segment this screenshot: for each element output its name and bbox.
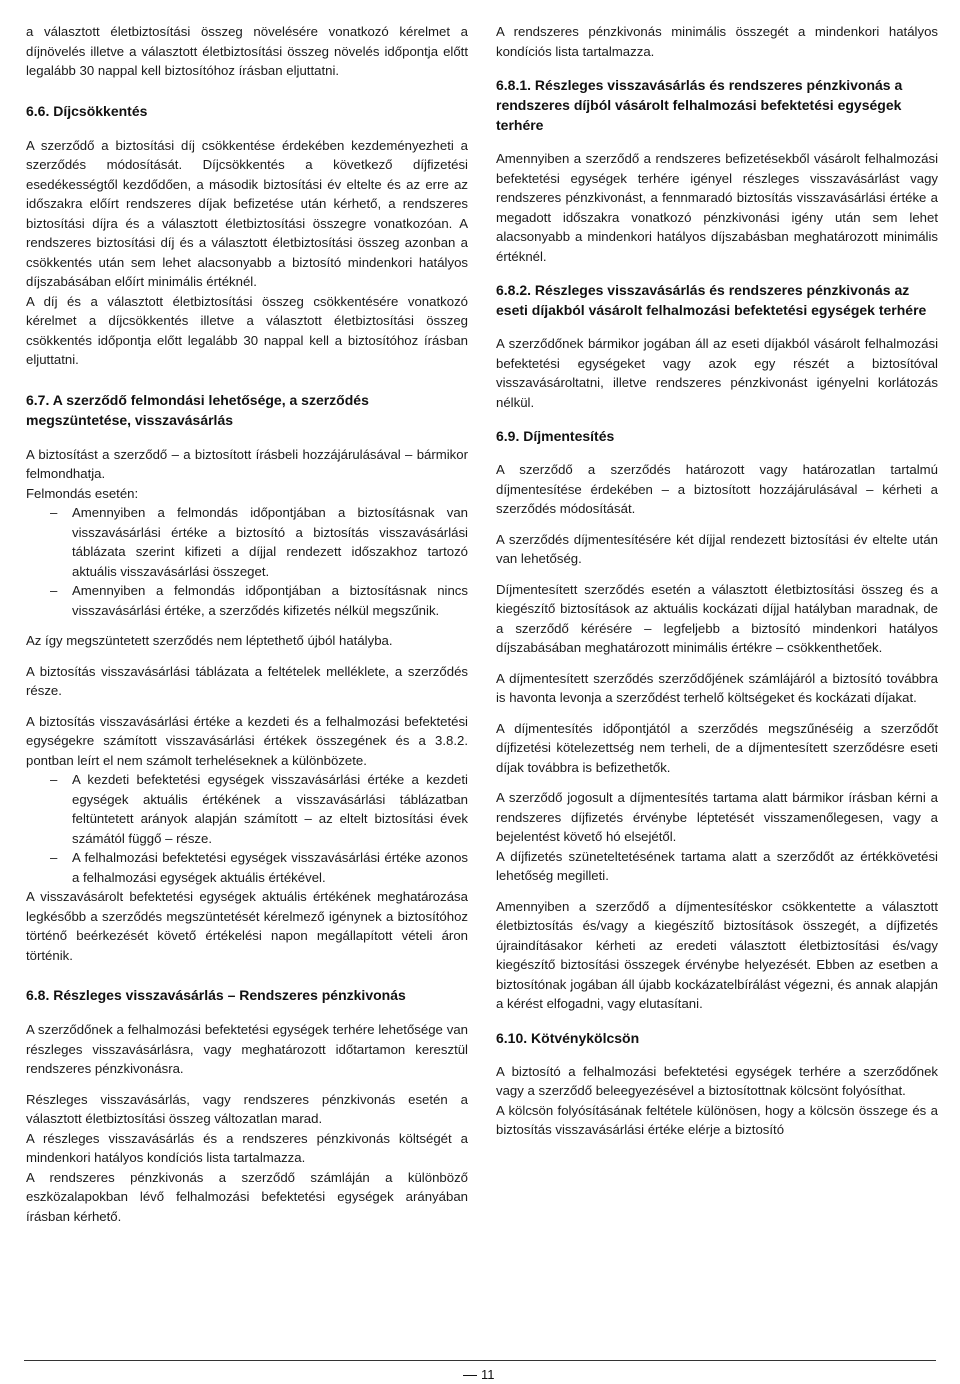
list-item-text: A felhalmozási befektetési egységek visszavásárlási értéke azonos a felhalmozási egységek aktuális értékével. xyxy=(72,850,468,885)
list-item xyxy=(26,848,468,887)
list-item xyxy=(26,770,468,848)
paragraph: A biztosítás visszavásárlási értéke a kezdeti és a felhalmozási befektetési egységekre számított visszavásárlási értékek összegének és a 3.8.2. pontban leírt el nem számolt terheléseknek a különbözete. xyxy=(26,713,468,768)
paragraph: A szerződés díjmentesítésére két díjjal rendezett biztosítási év eltelte után van lehetőség. xyxy=(496,531,938,566)
paragraph: A biztosító a felhalmozási befektetési egységek terhére a szerződőnek vagy a szerződő beleegyezésével a biztosítottnak kölcsönt folyósíthat. xyxy=(496,1063,938,1098)
paragraph: Részleges visszavásárlás, vagy rendszeres pénzkivonás esetén a választott életbiztosítási összeg változatlan marad. xyxy=(26,1091,468,1126)
heading-6-8-2: 6.8.2. Részleges visszavásárlás és rendszeres pénzkivonás az eseti díjakból vásárolt felhalmozási befektetési egységek terhére xyxy=(496,282,927,318)
page-number-dash xyxy=(463,1375,477,1376)
heading-6-8-1: 6.8.1. Részleges visszavásárlás és rendszeres pénzkivonás a rendszeres díjból vásárolt felhalmozási befektetési egységek terhére xyxy=(496,77,903,133)
heading-6-8: 6.8. Részleges visszavásárlás – Rendszeres pénzkivonás xyxy=(26,987,406,1003)
page-footer xyxy=(0,1356,960,1384)
paragraph: A szerződő a szerződés határozott vagy határozatlan tartalmú díjmentesítése érdekében – a biztosított hozzájárulásával – kérheti a szerződés módosítását. xyxy=(496,462,938,516)
dash-marker: – xyxy=(50,772,58,787)
left-column xyxy=(26,22,468,1226)
footer-rule xyxy=(24,1360,936,1361)
paragraph: Felmondás esetén: xyxy=(26,485,139,501)
dash-marker: – xyxy=(50,583,58,598)
paragraph: A rendszeres pénzkivonás a szerződő számláján a különböző eszközalapokban lévő felhalmozási befektetési egységek arányában írásban kérhető. xyxy=(26,1169,468,1224)
paragraph: A szerződőnek a felhalmozási befektetési egységek terhére lehetősége van részleges visszavásárlásra, vagy meghatározott időtartamon keresztül rendszeres pénzkivonásra. xyxy=(26,1022,468,1076)
page-number-text: 11 xyxy=(481,1367,495,1382)
paragraph: A szerződőnek bármikor jogában áll az eseti díjakból vásárolt felhalmozási befektetési egységeket vagy azok egy részét a biztosítóval visszavásároltatni, illetve rendszeres pénzkivonást igényelni korlátozás nélkül. xyxy=(496,336,938,410)
paragraph: A szerződő jogosult a díjmentesítés tartama alatt bármikor írásban kérni a rendszeres díjfizetés érvénybe léptetését visszamenőlegesen, vagy a bejelentést követő hó elsejétől. xyxy=(496,790,938,844)
paragraph: Amennyiben a szerződő a rendszeres befizetésekből vásárolt felhalmozási befektetési egységek terhére igényel részleges visszavásárlást vagy rendszeres pénzkivonást, a fennmaradó biztosítás visszavásárlási értéke a megadott időszakra vonatkozó pénzkivonási igény után sem lehet alacsonyabb a mindenkori hatályos díjszabásban meghatározott minimális értéknél. xyxy=(496,151,938,264)
paragraph: A szerződő a biztosítási díj csökkentése érdekében kezdeményezheti a szerződés módosítását. Díjcsökkentés a következő díjfizetési esedékességtől kezdődően, a második biztosítási év eltelte és az erre az időszakra előírt rendszeres díjak befizetése után kérhető, a rendszeres biztosítási díjra és a választott életbiztosítási összegre vonatkozóan. A rendszeres biztosítási díj és a választott életbiztosítási összeg azonban a csökkentés után sem lehet alacsonyabb a biztosító mindenkori hatályos díjszabásában előírt minimális értéknél. xyxy=(26,137,468,289)
page-number xyxy=(463,1367,495,1382)
paragraph: A díj és a választott életbiztosítási összeg csökkentésére vonatkozó kérelmet a díjcsökkentés illetve a választott életbiztosítási összeg csökkentés időpontja előtt legalább 30 nappal kell a biztosítóhoz írásban eljuttatni. xyxy=(26,293,468,367)
paragraph: A biztosítást a szerződő – a biztosított írásbeli hozzájárulásával – bármikor felmondhatja. xyxy=(26,446,468,481)
right-column xyxy=(496,22,938,1140)
list-item xyxy=(26,581,468,620)
list-item xyxy=(26,503,468,581)
heading-6-10: 6.10. Kötvénykölcsön xyxy=(496,1029,640,1046)
dash-list xyxy=(26,770,468,887)
paragraph: A díjmentesítés időpontjától a szerződés megszűnéséig a szerződőt díjfizetési kötelezettség nem terheli, de a díjmentesített szerződésre eseti díjak továbbra is befizethetők. xyxy=(496,720,938,775)
paragraph: Amennyiben a szerződő a díjmentesítéskor csökkentette a választott életbiztosítás és/vagy a kiegészítő biztosítások összegét, a díjfizetés újraindításakor kérheti az eredeti választott életbiztosítási és/vagy kiegészítő biztosítási összegek érvénybe helyezését. Ebben az esetben a biztosítónak jogában áll újabb kockázatelbírálást végezni, és annak alapján a kérést elfogadni, vagy elutasítani. xyxy=(496,898,938,1011)
paragraph: A díjfizetés szüneteltetésének tartama alatt a szerződőt az értékkövetési lehetőség megilleti. xyxy=(496,848,938,883)
paragraph: A kölcsön folyósításának feltétele különösen, hogy a kölcsön összege és a biztosítás visszavásárlási értéke elérje a biztosító xyxy=(496,1102,938,1137)
paragraph: A visszavásárolt befektetési egységek aktuális értékének meghatározása legkésőbb a szerződés megszüntetését kérelmező igénynek a biztosítóhoz történő beérkezését követő értékelési napon megállapított vételi áron történik. xyxy=(26,889,468,963)
heading-6-9: 6.9. Díjmentesítés xyxy=(496,428,615,444)
list-item-text: A kezdeti befektetési egységek visszavásárlási értéke a kezdeti egységek aktuális értékének a visszavásárlási táblázatban feltüntetett arányok alapján számított – az eltelt biztosítási évek számától függő – része. xyxy=(72,772,468,846)
paragraph: Díjmentesített szerződés esetén a választott életbiztosítási összeg és a kiegészítő biztosítások az aktuális kockázati díjjal hatályban maradnak, de a szerződő kérésére – legfeljebb a biztosító mindenkori hatályos díjszabásában meghatározott minimális értékre – csökkenthetőek. xyxy=(496,581,938,655)
dash-marker: – xyxy=(50,850,58,865)
dash-list xyxy=(26,503,468,620)
paragraph: A biztosítás visszavásárlási táblázata a feltételek melléklete, a szerződés része. xyxy=(26,663,468,698)
list-item-text: Amennyiben a felmondás időpontjában a biztosításnak van visszavásárlási értéke a biztosító a biztosítás visszavásárlási táblázata szerint kifizeti a díjjal rendezett időszakhoz tartozó aktuális visszavásárlási összeget. xyxy=(72,505,468,579)
dash-marker: – xyxy=(50,505,58,520)
heading-6-6: 6.6. Díjcsökkentés xyxy=(26,102,148,119)
paragraph: a választott életbiztosítási összeg növelésére vonatkozó kérelmet a díjnövelés illetve a választott életbiztosítási összeg növelés időpontja előtt legalább 30 nappal kell biztosítóhoz írásban eljuttatni. xyxy=(26,24,468,78)
paragraph: Az így megszüntetett szerződés nem léptethető újból hatályba. xyxy=(26,633,393,648)
list-item-text: Amennyiben a felmondás időpontjában a biztosításnak nincs visszavásárlási értéke, a szerződés kifizetés nélkül megszűnik. xyxy=(72,583,468,618)
paragraph: A díjmentesített szerződés szerződőjének számlájáról a biztosító továbbra is havonta levonja a szerződést terhelő költségeket és kockázati díjakat. xyxy=(496,670,938,705)
heading-6-7: 6.7. A szerződő felmondási lehetősége, a szerződés megszüntetése, visszavásárlás xyxy=(26,391,369,428)
paragraph: A rendszeres pénzkivonás minimális összegét a mindenkori hatályos kondíciós lista tartalmazza. xyxy=(496,24,938,59)
paragraph: A részleges visszavásárlás és a rendszeres pénzkivonás költségét a mindenkori hatályos kondíciós lista tartalmazza. xyxy=(26,1130,468,1165)
